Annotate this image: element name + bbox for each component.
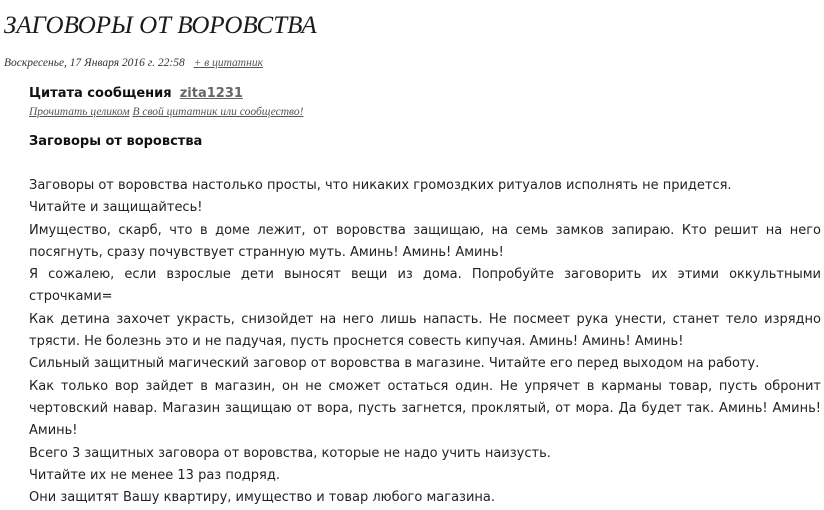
read-full-link[interactable]: Прочитать целиком: [29, 106, 130, 118]
paragraph: Как только вор зайдет в магазин, он не сможет остаться один. Не упрячет в карманы товар, пусть обронит чертовский навар. Магазин защищаю от вора, пусть загнется, проклятый, от мора. Да будет так. Аминь! Аминь! Аминь!: [29, 378, 821, 439]
add-to-quotes-link[interactable]: + в цитатник: [193, 57, 263, 69]
paragraph: Я сожалею, если взрослые дети выносят вещи из дома. Попробуйте заговорить их этими оккультными строчками=: [29, 267, 821, 305]
paragraph: Они защитят Вашу квартиру, имущество и товар любого магазина.: [29, 490, 496, 506]
paragraph: Читайте и защищайтесь!: [29, 200, 203, 216]
to-quotes-link[interactable]: В свой цитатник или сообщество!: [132, 106, 304, 118]
post-meta: [4, 57, 263, 69]
content-heading: Заговоры от воровства: [29, 134, 203, 149]
quote-actions: [29, 106, 303, 118]
paragraph: Читайте их не менее 13 раз подряд.: [29, 467, 280, 483]
paragraph: Заговоры от воровства настолько просты, что никаких громоздких ритуалов исполнять не придется.: [29, 178, 732, 193]
paragraph: Сильный защитный магический заговор от воровства в магазине. Читайте его перед выходом на работу.: [29, 356, 760, 372]
post-body: [29, 175, 821, 509]
quote-author-link[interactable]: zita1231: [179, 86, 243, 101]
post-title: ЗАГОВОРЫ ОТ ВОРОВСТВА: [4, 12, 317, 39]
post-date: Воскресенье, 17 Января 2016 г. 22:58: [4, 57, 185, 69]
paragraph: Всего 3 защитных заговора от воровства, которые не надо учить наизусть.: [29, 445, 551, 461]
quote-header: [29, 86, 243, 101]
paragraph: Имущество, скарб, что в доме лежит, от воровства защищаю, на семь замков запираю. Кто решит на него посягнуть, сразу почувствует странную муть. Аминь! Аминь! Аминь!: [29, 222, 821, 260]
quote-label: Цитата сообщения: [29, 86, 172, 101]
paragraph: Как детина захочет украсть, снизойдет на него лишь напасть. Не посмеет рука унести, станет тело изрядно трясти. Не болезнь это и не падучая, пусть проснется совесть кипучая. Аминь! Аминь! Аминь!: [29, 311, 821, 350]
